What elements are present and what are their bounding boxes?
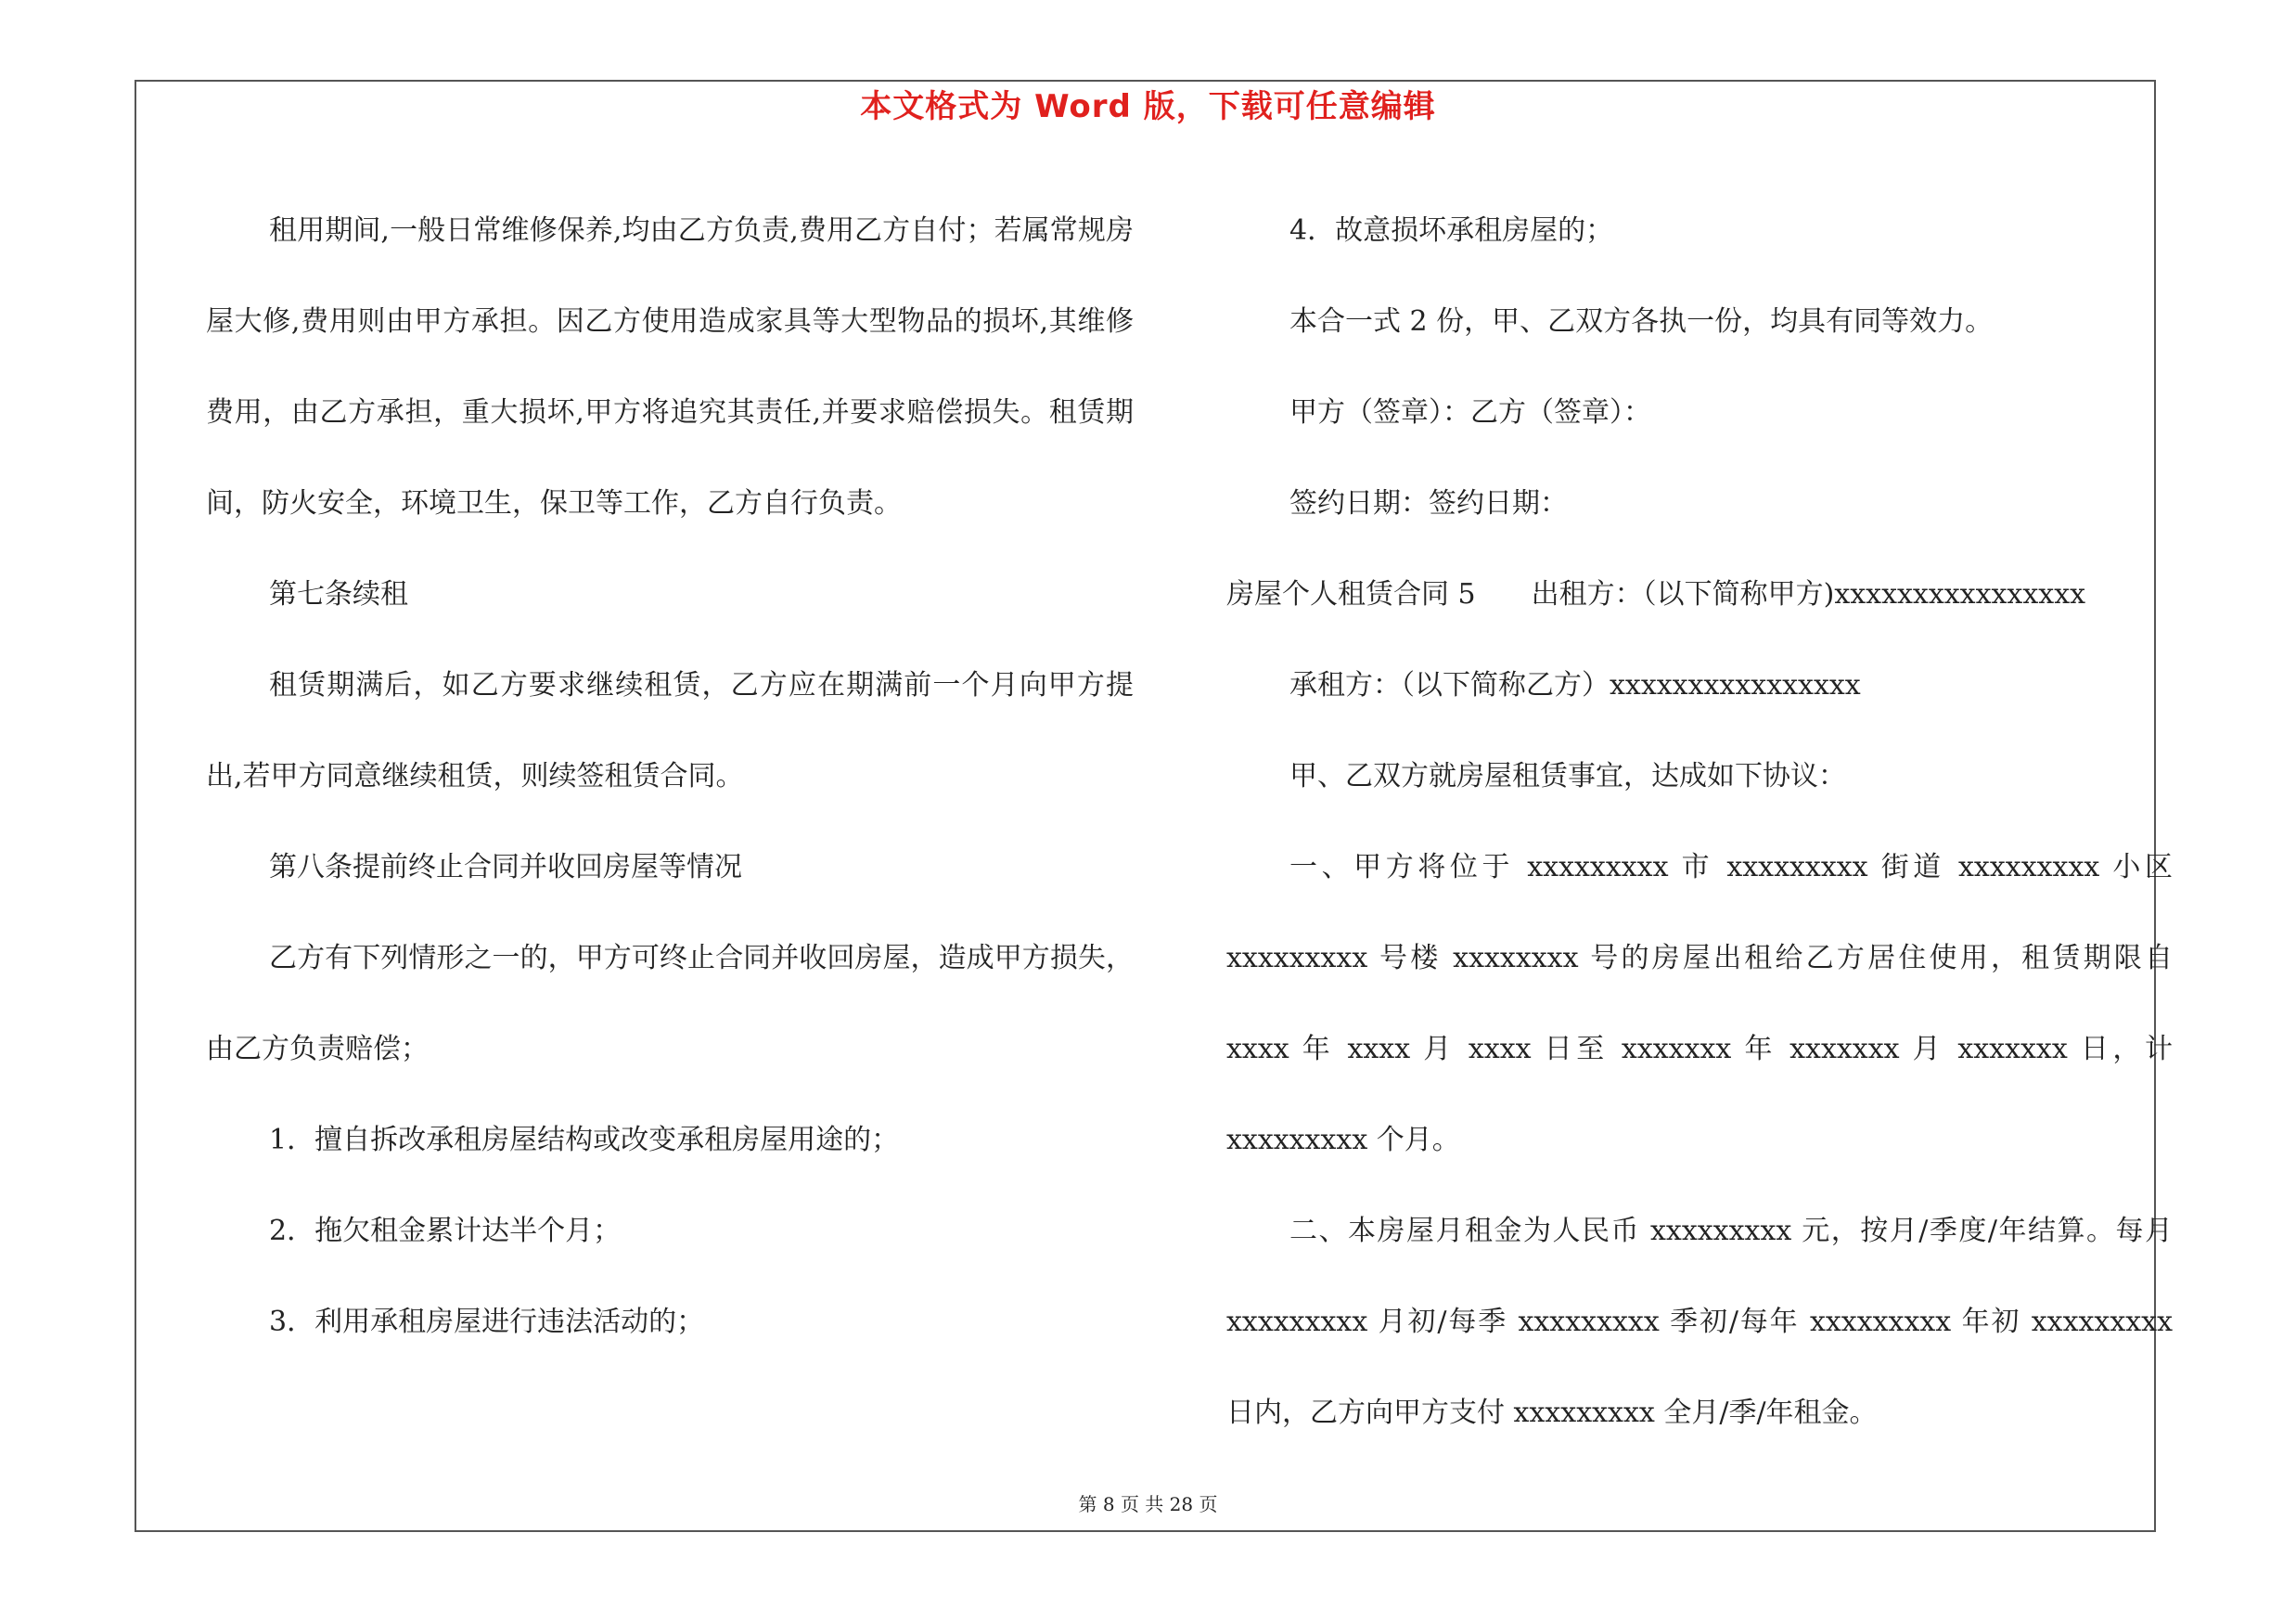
paragraph: 承租方：（以下简称乙方）xxxxxxxxxxxxxxxx: [1289, 669, 1861, 702]
list-item: 1．擅自拆改承租房屋结构或改变承租房屋用途的；: [269, 1124, 900, 1156]
right-column: [1226, 186, 2173, 1459]
signing-date-line: 签约日期：签约日期：: [1289, 487, 1568, 520]
list-item: 2．拖欠租金累计达半个月；: [269, 1215, 622, 1247]
section-heading: 第七条续租: [269, 578, 408, 611]
paragraph: 二、本房屋月租金为人民币 xxxxxxxxx 元，按月/季度/年结算。每月 xxxxxxxxx 月初/每季 xxxxxxxxx 季初/每年 xxxxxxxxx 年初 xxxxxxxxx 日内，乙方向甲方支付 xxxxxxxxx 全月/季/年租金。: [1226, 1215, 2173, 1429]
paragraph: 本合一式 2 份，甲、乙双方各执一份，均具有同等效力。: [1289, 305, 1994, 338]
paragraph: 乙方有下列情形之一的，甲方可终止合同并收回房屋，造成甲方损失，由乙方负责赔偿；: [206, 942, 1134, 1065]
signature-line: 甲方（签章）：乙方（签章）：: [1289, 396, 1651, 429]
list-item: 3．利用承租房屋进行违法活动的；: [269, 1306, 705, 1338]
page-number: 第 8 页 共 28 页: [1078, 1493, 1218, 1515]
paragraph: 租赁期满后，如乙方要求继续租赁，乙方应在期满前一个月向甲方提出,若甲方同意继续租赁，则续签租赁合同。: [206, 669, 1134, 792]
left-column: [206, 186, 1134, 1368]
paragraph: 甲、乙双方就房屋租赁事宜，达成如下协议：: [1289, 760, 1846, 792]
paragraph: 一、甲方将位于 xxxxxxxxx 市 xxxxxxxxx 街道 xxxxxxxxx 小区 xxxxxxxxx 号楼 xxxxxxxx 号的房屋出租给乙方居住使用，租赁期限自 xxxx 年 xxxx 月 xxxx 日至 xxxxxxx 年 xxxxxxx 月 xxxxxxx 日，计 xxxxxxxxx 个月。: [1226, 851, 2173, 1156]
section-heading: 第八条提前终止合同并收回房屋等情况: [269, 851, 742, 883]
list-item: 4．故意损坏承租房屋的；: [1289, 214, 1614, 247]
paragraph: 租用期间,一般日常维修保养,均由乙方负责,费用乙方自付；若属常规房屋大修,费用则由甲方承担。因乙方使用造成家具等大型物品的损坏,其维修费用，由乙方承担，重大损坏,甲方将追究其责任,并要求赔偿损失。租赁期间，防火安全，环境卫生，保卫等工作，乙方自行负责。: [206, 214, 1134, 520]
word-format-banner: 本文格式为 Word 版，下载可任意编辑: [860, 88, 1436, 125]
contract-title-line: 房屋个人租赁合同 5 出租方：（以下简称甲方)xxxxxxxxxxxxxxxx: [1226, 578, 2086, 611]
